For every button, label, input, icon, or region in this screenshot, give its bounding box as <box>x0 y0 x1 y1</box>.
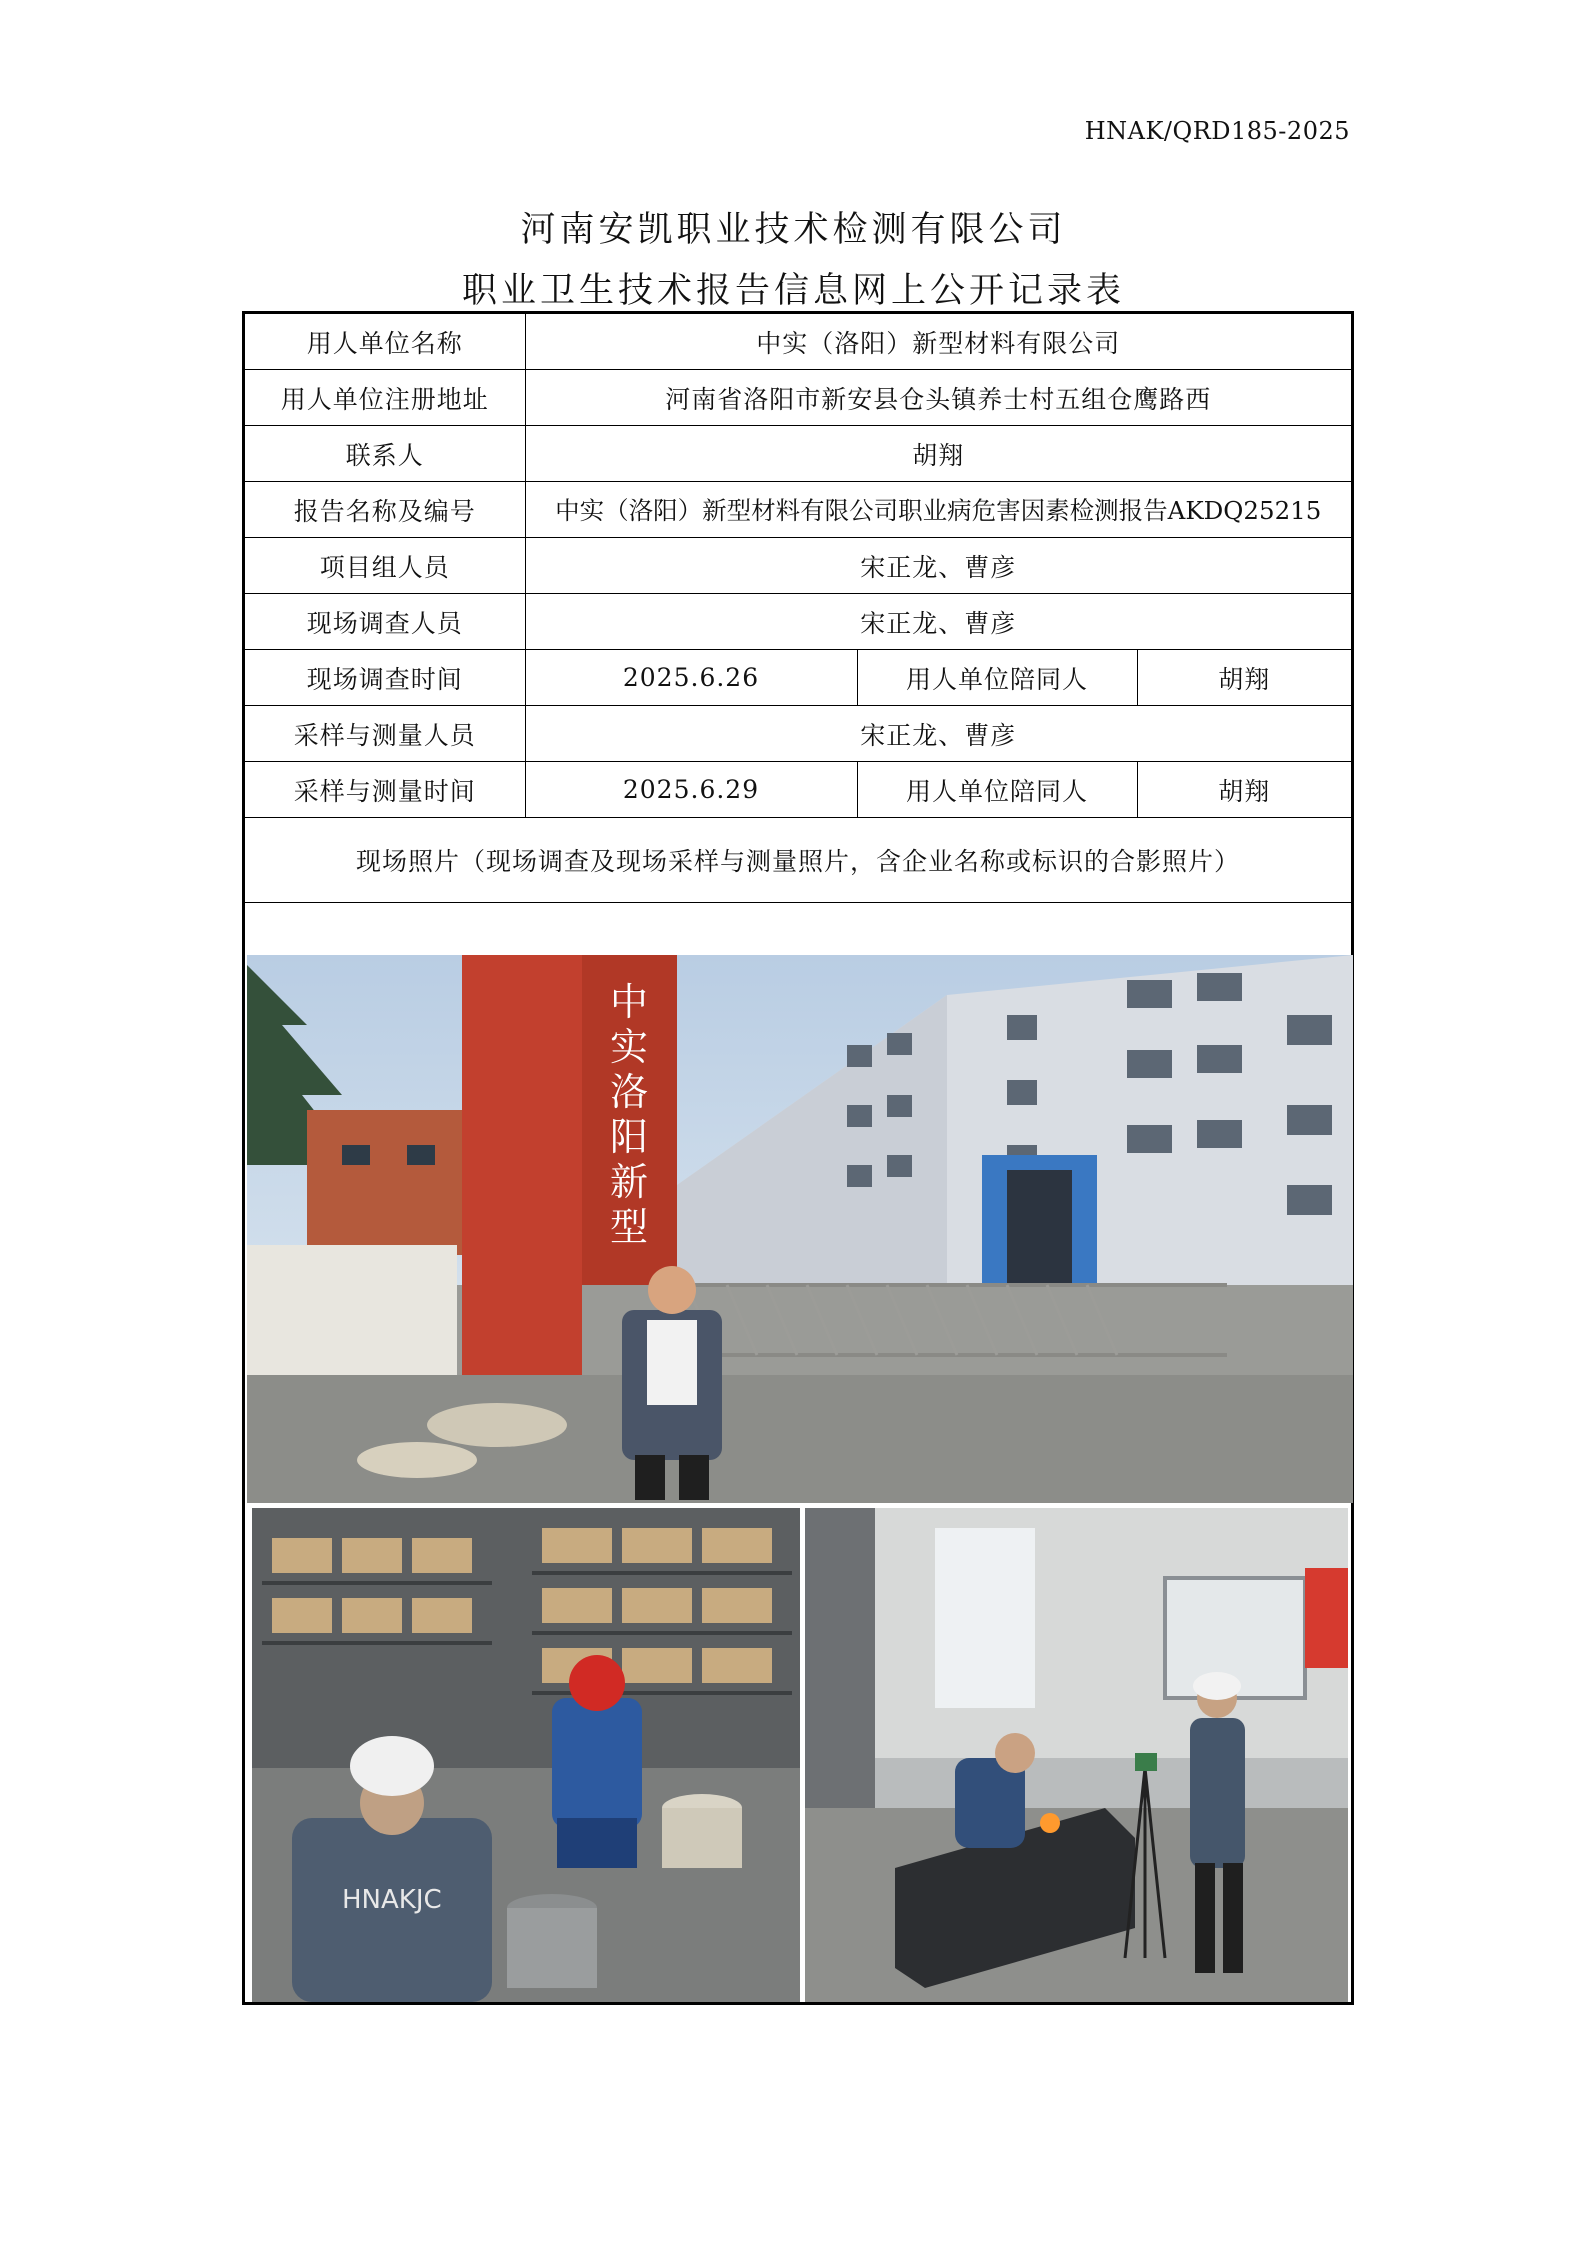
survey-staff-label: 现场调查人员 <box>245 594 525 650</box>
sampling-escort-label: 用人单位陪同人 <box>857 762 1137 818</box>
company-title: 河南安凯职业技术检测有限公司 <box>520 210 1067 250</box>
workshop-measurement-photo <box>805 1508 1348 2002</box>
row-employer-name <box>245 314 1351 370</box>
site-photos <box>247 955 1353 2005</box>
report-value: 中实（洛阳）新型材料有限公司职业病危害因素检测报告AKDQ25215 <box>525 482 1351 538</box>
form-title: 职业卫生技术报告信息网上公开记录表 <box>461 271 1125 311</box>
team-value: 宋正龙、曹彦 <box>525 538 1351 594</box>
sampling-shelves-photo <box>252 1508 800 2002</box>
survey-escort-value: 胡翔 <box>1137 650 1351 706</box>
photo-spacer <box>245 903 1351 938</box>
row-survey-time <box>245 650 1351 706</box>
document-code: HNAK/QRD185-2025 <box>1084 117 1350 145</box>
address-value: 河南省洛阳市新安县仓头镇养士村五组仓鹰路西 <box>525 370 1351 426</box>
sampling-staff-value: 宋正龙、曹彦 <box>525 706 1351 762</box>
photos-caption: 现场照片（现场调查及现场采样与测量照片，含企业名称或标识的合影照片） <box>245 818 1351 903</box>
row-report <box>245 482 1351 538</box>
team-label: 项目组人员 <box>245 538 525 594</box>
row-survey-staff <box>245 594 1351 650</box>
row-photos-caption <box>245 818 1351 903</box>
contact-value: 胡翔 <box>525 426 1351 482</box>
address-label: 用人单位注册地址 <box>245 370 525 426</box>
row-contact <box>245 426 1351 482</box>
report-label: 报告名称及编号 <box>245 482 525 538</box>
sampling-escort-value: 胡翔 <box>1137 762 1351 818</box>
employer-name-label: 用人单位名称 <box>245 314 525 370</box>
sampling-staff-label: 采样与测量人员 <box>245 706 525 762</box>
contact-label: 联系人 <box>245 426 525 482</box>
row-sampling-staff <box>245 706 1351 762</box>
vest-logo-text: HNAKJC <box>342 1885 442 1915</box>
sampling-time-label: 采样与测量时间 <box>245 762 525 818</box>
row-sampling-time <box>245 762 1351 818</box>
svg-text:中实洛阳新型: 中实洛阳新型 <box>609 980 649 1249</box>
survey-time-value: 2025.6.26 <box>525 650 857 706</box>
record-table <box>242 311 1354 2005</box>
gate-group-photo <box>247 955 1353 1503</box>
employer-name-value: 中实（洛阳）新型材料有限公司 <box>525 314 1351 370</box>
survey-staff-value: 宋正龙、曹彦 <box>525 594 1351 650</box>
row-team <box>245 538 1351 594</box>
survey-escort-label: 用人单位陪同人 <box>857 650 1137 706</box>
row-address <box>245 370 1351 426</box>
sampling-time-value: 2025.6.29 <box>525 762 857 818</box>
survey-time-label: 现场调查时间 <box>245 650 525 706</box>
